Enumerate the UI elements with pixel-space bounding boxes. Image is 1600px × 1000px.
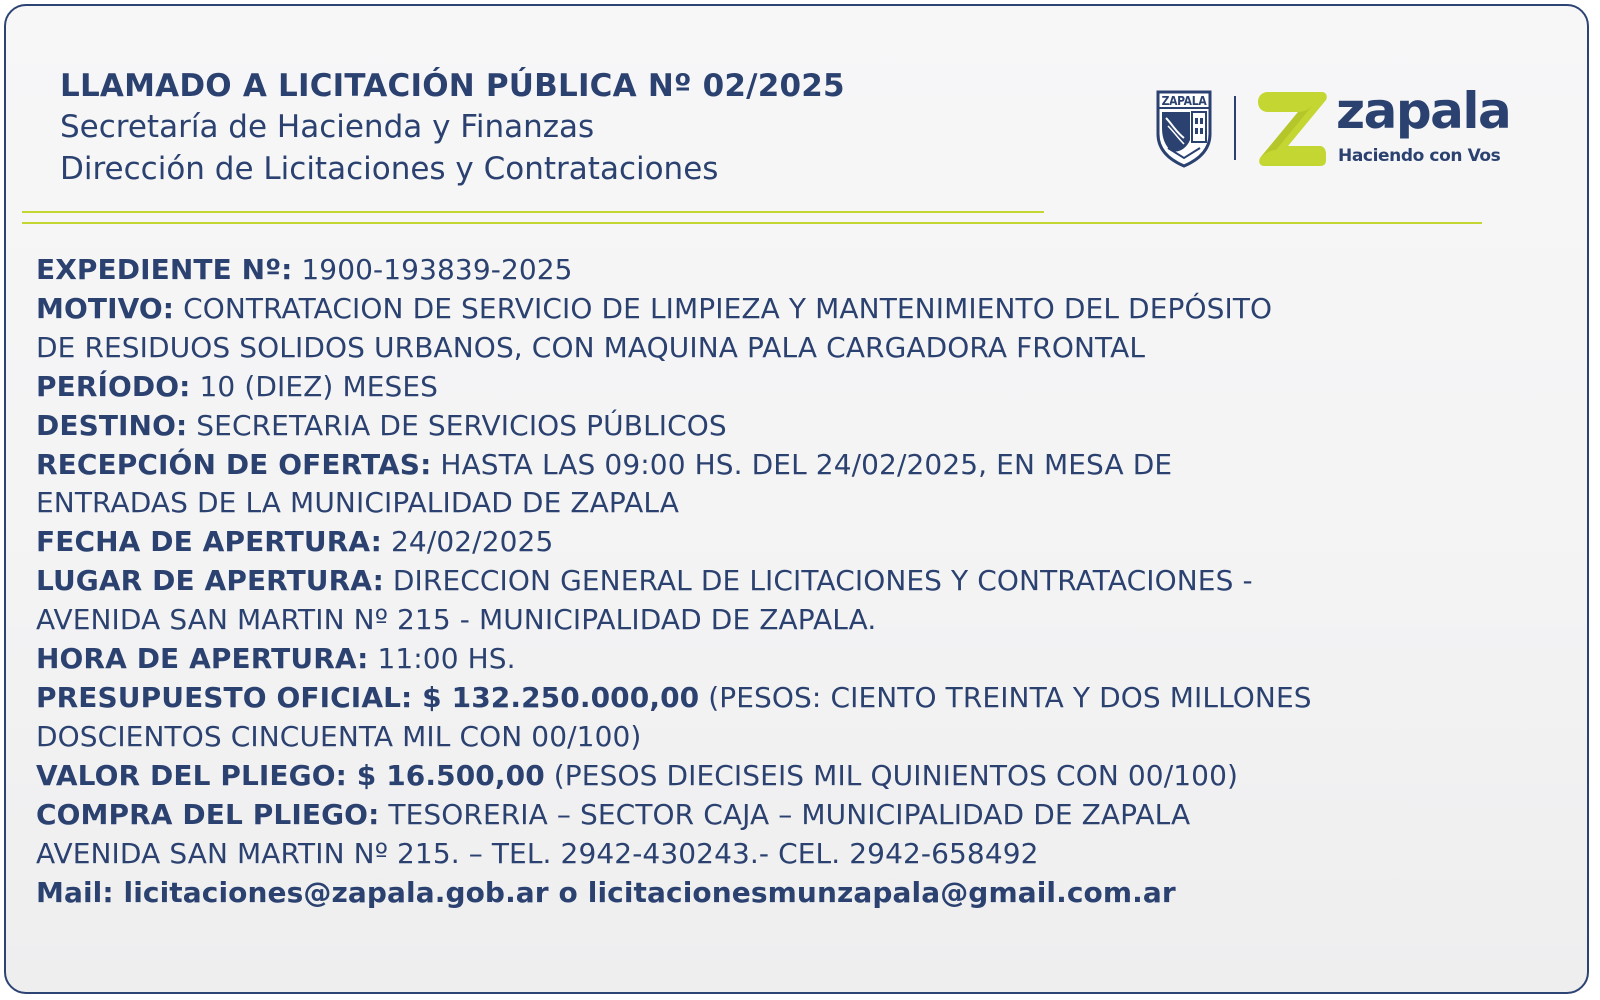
lugar-label: LUGAR DE APERTURA:: [36, 564, 384, 598]
periodo-row: [36, 368, 1566, 407]
logo-divider: [1234, 96, 1236, 160]
header-rule-short: [22, 211, 1044, 213]
compra-value-continued: AVENIDA SAN MARTIN Nº 215. – TEL. 2942-430243.- CEL. 2942-658492: [36, 836, 1039, 870]
notice-card: [4, 4, 1589, 994]
crest-label: ZAPALA: [1161, 94, 1207, 108]
motivo-value: CONTRATACION DE SERVICIO DE LIMPIEZA Y MANTENIMIENTO DEL DEPÓSITO: [174, 291, 1273, 325]
pliego-row: [36, 757, 1566, 796]
lugar-value-continued: AVENIDA SAN MARTIN Nº 215 - MUNICIPALIDAD DE ZAPALA.: [36, 603, 877, 637]
notice-body: [36, 251, 1566, 912]
zapala-crest-icon: [1154, 88, 1214, 168]
hora-value: 11:00 HS.: [368, 642, 516, 676]
destino-row: [36, 407, 1566, 446]
hora-label: HORA DE APERTURA:: [36, 642, 369, 676]
periodo-value: 10 (DIEZ) MESES: [190, 369, 439, 403]
division-name: Dirección de Licitaciones y Contrataciones: [60, 151, 719, 187]
fecha-row: [36, 523, 1566, 562]
brand-tagline: Haciendo con Vos: [1338, 146, 1501, 166]
compra-value: TESORERIA – SECTOR CAJA – MUNICIPALIDAD DE ZAPALA: [379, 797, 1191, 831]
lugar-value: DIRECCION GENERAL DE LICITACIONES Y CONTRATACIONES -: [383, 564, 1253, 598]
recepcion-row-continued: [36, 484, 1566, 523]
compra-label: COMPRA DEL PLIEGO:: [36, 797, 380, 831]
motivo-label: MOTIVO:: [36, 291, 175, 325]
motivo-row: [36, 290, 1566, 329]
destino-label: DESTINO:: [36, 408, 188, 442]
expediente-value: 1900-193839-2025: [292, 253, 573, 286]
compra-row-continued: [36, 835, 1566, 874]
department-name: Secretaría de Hacienda y Finanzas: [60, 109, 595, 145]
pliego-label: VALOR DEL PLIEGO: $ 16.500,00: [36, 758, 545, 792]
mail-row: Mail: licitaciones@zapala.gob.ar o licitacionesmunzapala@gmail.com.ar: [36, 875, 1176, 909]
destino-value: SECRETARIA DE SERVICIOS PÚBLICOS: [187, 408, 727, 442]
expediente-row: [36, 251, 1566, 290]
presupuesto-value: (PESOS: CIENTO TREINTA Y DOS MILLONES: [699, 680, 1312, 714]
lugar-row-continued: [36, 601, 1566, 640]
header-rule-long: [22, 222, 1482, 224]
periodo-label: PERÍODO:: [36, 369, 191, 403]
notice-title: LLAMADO A LICITACIÓN PÚBLICA Nº 02/2025: [60, 68, 845, 104]
fecha-value: 24/02/2025: [381, 525, 554, 559]
brand-name: zapala: [1336, 82, 1511, 140]
motivo-row-continued: [36, 329, 1566, 368]
zapala-z-icon: [1254, 88, 1330, 168]
presupuesto-row-continued: [36, 718, 1566, 757]
fecha-label: FECHA DE APERTURA:: [36, 525, 382, 559]
recepcion-label: RECEPCIÓN DE OFERTAS:: [36, 447, 432, 481]
recepcion-value-continued: ENTRADAS DE LA MUNICIPALIDAD DE ZAPALA: [36, 486, 679, 520]
presupuesto-label: PRESUPUESTO OFICIAL: $ 132.250.000,00: [36, 680, 700, 714]
lugar-row: [36, 562, 1566, 601]
presupuesto-value-continued: DOSCIENTOS CINCUENTA MIL CON 00/100): [36, 719, 642, 753]
notice-header: [60, 66, 1060, 190]
recepcion-value: HASTA LAS 09:00 HS. DEL 24/02/2025, EN MESA DE: [431, 447, 1173, 481]
pliego-value: (PESOS DIECISEIS MIL QUINIENTOS CON 00/100): [544, 758, 1239, 792]
presupuesto-row: [36, 679, 1566, 718]
compra-row: [36, 796, 1566, 835]
expediente-label: EXPEDIENTE Nº:: [36, 253, 293, 286]
logo-group: [1154, 82, 1554, 176]
motivo-value-continued: DE RESIDUOS SOLIDOS URBANOS, CON MAQUINA PALA CARGADORA FRONTAL: [36, 330, 1146, 364]
hora-row: [36, 640, 1566, 679]
recepcion-row: [36, 446, 1566, 485]
